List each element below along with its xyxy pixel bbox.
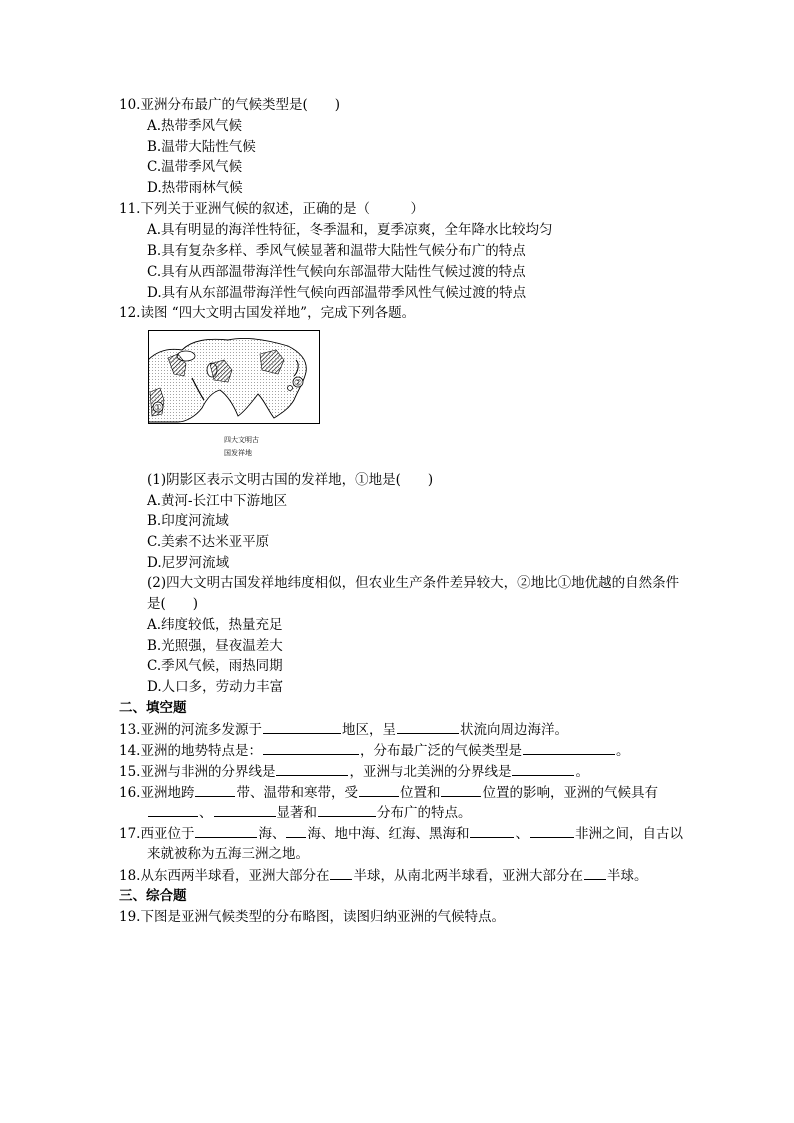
q11-stem: 11.下列关于亚洲气候的叙述，正确的是（ ） bbox=[119, 201, 424, 217]
civilization-map bbox=[148, 330, 320, 424]
q12-sub2-stem-line1: (2)四大文明古国发祥地纬度相似，但农业生产条件差异较大，②地比①地优越的自然条件 bbox=[147, 575, 680, 591]
q16-line1: 16.亚洲地跨 带、温带和寒带，受 位置和 位置的影响，亚洲的气候具有 bbox=[119, 782, 658, 803]
q13-blank-2[interactable] bbox=[397, 719, 459, 734]
q11-option-a: A.具有明显的海洋性特征，冬季温和，夏季凉爽，全年降水比较均匀 bbox=[147, 222, 553, 238]
q17-blank-2[interactable] bbox=[286, 823, 306, 838]
q12-sub1-option-b: B.印度河流域 bbox=[147, 513, 229, 529]
q16-blank-3[interactable] bbox=[441, 782, 481, 797]
q12-sub2-option-a: A.纬度较低，热量充足 bbox=[147, 617, 283, 633]
q13: 13.亚洲的河流多发源于 地区，呈 状流向周边海洋。 bbox=[119, 719, 568, 740]
q17-blank-3[interactable] bbox=[470, 823, 514, 838]
map-caption-line2: 国发祥地 bbox=[224, 449, 252, 457]
section-fill-in-heading: 二、填空题 bbox=[119, 700, 187, 716]
q16-blank-2[interactable] bbox=[359, 782, 399, 797]
q15-blank-2[interactable] bbox=[512, 761, 574, 776]
map-label-2: ② bbox=[293, 378, 303, 389]
q12-sub1-option-d: D.尼罗河流域 bbox=[147, 555, 230, 571]
q10-option-b: B.温带大陆性气候 bbox=[147, 139, 256, 155]
q17-line2: 来就被称为五海三洲之地。 bbox=[147, 846, 309, 862]
q12-stem: 12.读图 “四大文明古国发祥地”，完成下列各题。 bbox=[119, 305, 416, 321]
q17-blank-1[interactable] bbox=[195, 823, 257, 838]
q14-blank-1[interactable] bbox=[263, 740, 359, 755]
q17-blank-4[interactable] bbox=[530, 823, 574, 838]
q14-blank-2[interactable] bbox=[523, 740, 615, 755]
q16-blank-1[interactable] bbox=[195, 782, 235, 797]
q14: 14.亚洲的地势特点是： ，分布最广泛的气候类型是 。 bbox=[119, 740, 629, 761]
q16-blank-4[interactable] bbox=[148, 802, 198, 817]
q12-sub1-option-a: A.黄河-长江中下游地区 bbox=[147, 493, 288, 509]
q13-blank-1[interactable] bbox=[263, 719, 341, 734]
q10-option-c: C.温带季风气候 bbox=[147, 159, 243, 175]
section-comprehensive-heading: 三、综合题 bbox=[119, 888, 187, 904]
q19-stem: 19.下图是亚洲气候类型的分布略图，读图归纳亚洲的气候特点。 bbox=[119, 909, 505, 925]
q16-blank-6[interactable] bbox=[318, 802, 376, 817]
q18: 18.从东西两半球看，亚洲大部分在 半球，从南北两半球看，亚洲大部分在 半球。 bbox=[119, 865, 647, 886]
q12-sub1-stem: (1)阴影区表示文明古国的发祥地，①地是( ) bbox=[147, 472, 434, 488]
q11-option-d: D.具有从东部温带海洋性气候向西部温带季风性气候过渡的特点 bbox=[147, 285, 527, 301]
q11-option-b: B.具有复杂多样、季风气候显著和温带大陆性气候分布广的特点 bbox=[147, 243, 526, 259]
q11-option-c: C.具有从西部温带海洋性气候向东部温带大陆性气候过渡的特点 bbox=[147, 264, 526, 280]
q16-line2: 、 显著和 分布广的特点。 bbox=[147, 802, 472, 823]
q18-blank-2[interactable] bbox=[584, 865, 606, 880]
q12-sub2-stem-line2: 是( ) bbox=[147, 596, 199, 612]
q12-sub2-option-c: C.季风气候，雨热同期 bbox=[147, 658, 283, 674]
q10-stem: 10.亚洲分布最广的气候类型是( ) bbox=[119, 97, 341, 113]
q15-blank-1[interactable] bbox=[276, 761, 348, 776]
q18-blank-1[interactable] bbox=[330, 865, 352, 880]
q12-sub2-option-b: B.光照强，昼夜温差大 bbox=[147, 638, 283, 654]
q16-blank-5[interactable] bbox=[214, 802, 276, 817]
q12-sub1-option-c: C.美索不达米亚平原 bbox=[147, 534, 270, 550]
map-label-1: ① bbox=[153, 403, 163, 414]
q15: 15.亚洲与非洲的分界线是 ，亚洲与北美洲的分界线是 。 bbox=[119, 761, 589, 782]
q12-sub2-option-d: D.人口多，劳动力丰富 bbox=[147, 679, 284, 695]
q17-line1: 17.西亚位于 海、 海、地中海、红海、黑海和 、 非洲之间，自古以 bbox=[119, 823, 683, 844]
q10-option-d: D.热带雨林气候 bbox=[147, 180, 243, 196]
map-caption-line1: 四大文明古 bbox=[224, 436, 259, 444]
q10-option-a: A.热带季风气候 bbox=[147, 118, 243, 134]
